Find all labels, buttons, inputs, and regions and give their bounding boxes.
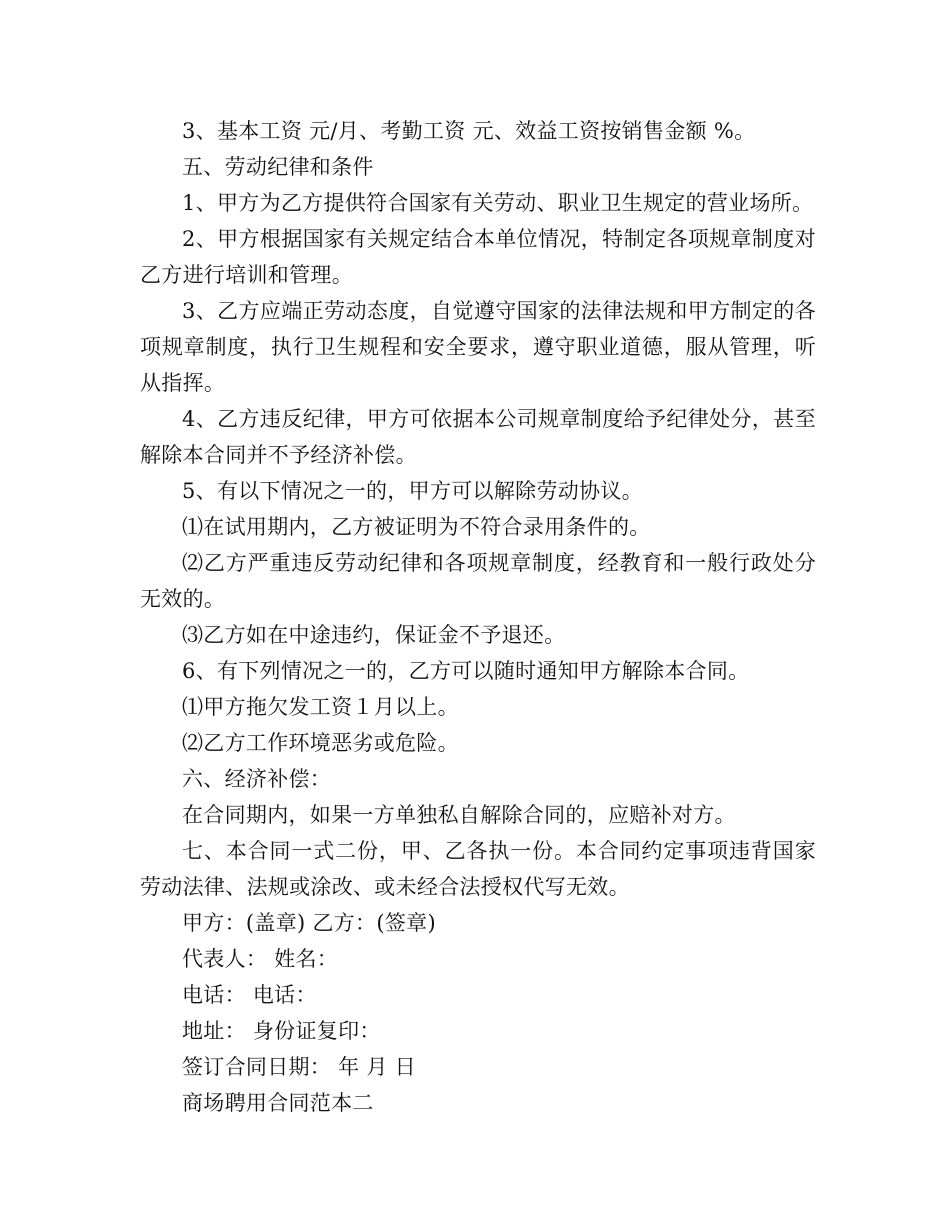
clause-5-item-3: ⑶乙方如在中途违约，保证金不予退还。 bbox=[182, 623, 566, 647]
clause-6-item-1: ⑴甲方拖欠发工资１月以上。 bbox=[182, 695, 459, 719]
clause-3: 3、乙方应端正劳动态度，自觉遵守国家的法律法规和甲方制定的各项规章制度，执行卫生规程和安全要求，遵守职业道德，服从管理，听从指挥。 bbox=[140, 299, 816, 395]
document-body bbox=[140, 113, 816, 1121]
signature-representative: 代表人： 姓名： bbox=[182, 947, 339, 971]
salary-clause: 3、基本工资 元/月、考勤工资 元、效益工资按销售金额 %。 bbox=[182, 119, 756, 143]
clause-5-item-1: ⑴在试用期内，乙方被证明为不符合录用条件的。 bbox=[182, 515, 651, 539]
clause-1: 1、甲方为乙方提供符合国家有关劳动、职业卫生规定的营业场所。 bbox=[182, 191, 814, 215]
clause-5-item-2: ⑵乙方严重违反劳动纪律和各项规章制度，经教育和一般行政处分无效的。 bbox=[140, 551, 816, 611]
compensation-clause: 在合同期内，如果一方单独私自解除合同的，应赔补对方。 bbox=[182, 803, 736, 827]
clause-6: 6、有下列情况之一的，乙方可以随时通知甲方解除本合同。 bbox=[182, 659, 750, 683]
section-heading-compensation: 六、经济补偿： bbox=[182, 767, 332, 791]
signature-address: 地址： 身份证复印： bbox=[182, 1019, 381, 1043]
section-7-clause: 七、本合同一式二份，甲、乙各执一份。本合同约定事项违背国家劳动法律、法规或涂改、或未经合法授权代写无效。 bbox=[140, 839, 816, 899]
signature-phone: 电话： 电话： bbox=[182, 983, 317, 1007]
clause-5: 5、有以下情况之一的，甲方可以解除劳动协议。 bbox=[182, 479, 643, 503]
clause-4: 4、乙方违反纪律，甲方可依据本公司规章制度给予纪律处分，甚至解除本合同并不予经济补偿。 bbox=[140, 407, 816, 467]
signing-date: 签订合同日期： 年 月 日 bbox=[182, 1055, 416, 1079]
signature-parties: 甲方：(盖章) 乙方：(签章) bbox=[182, 911, 436, 935]
next-template-title: 商场聘用合同范本二 bbox=[182, 1091, 374, 1115]
clause-6-item-2: ⑵乙方工作环境恶劣或危险。 bbox=[182, 731, 459, 755]
clause-2: 2、甲方根据国家有关规定结合本单位情况，特制定各项规章制度对乙方进行培训和管理。 bbox=[140, 227, 816, 287]
section-heading-labor-discipline: 五、劳动纪律和条件 bbox=[182, 155, 374, 179]
